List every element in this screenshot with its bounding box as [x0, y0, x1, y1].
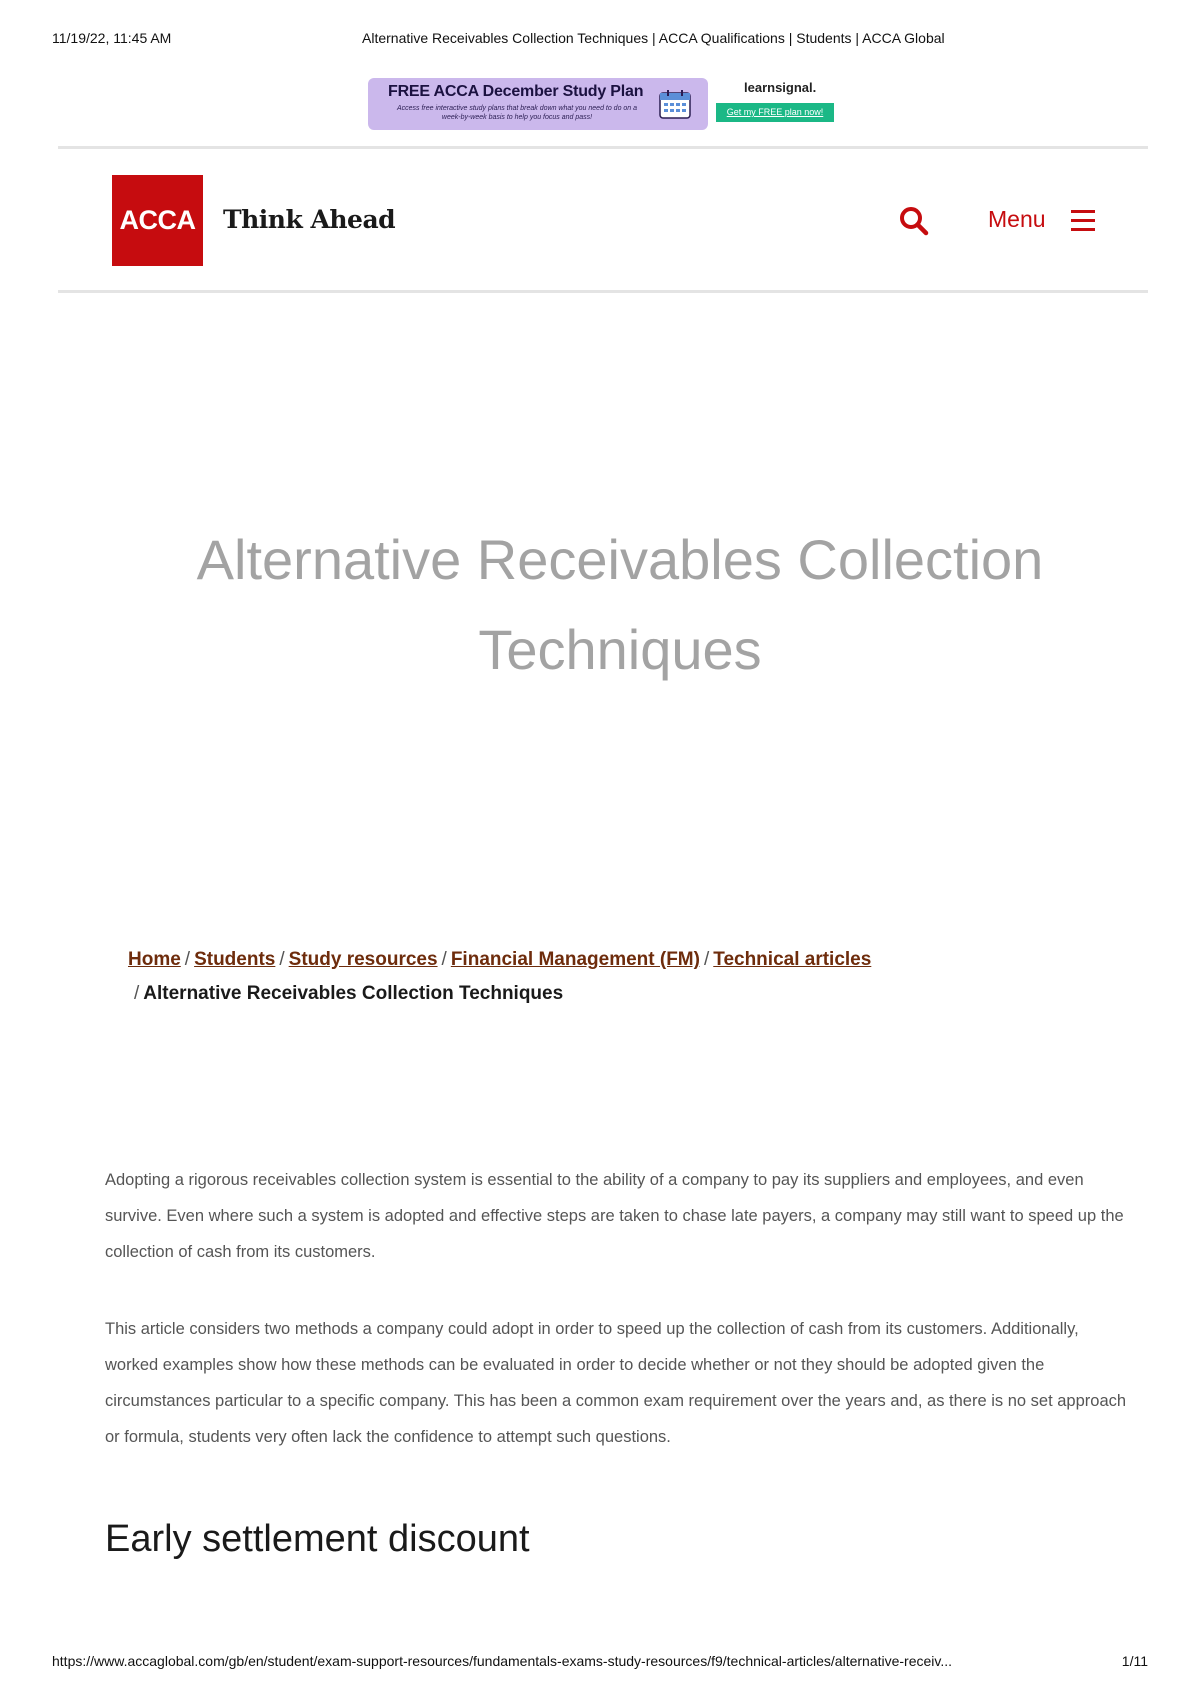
breadcrumb-separator: / — [279, 949, 285, 970]
ad-cta-button[interactable]: Get my FREE plan now! — [716, 103, 834, 122]
menu-button[interactable]: Menu — [988, 206, 1046, 232]
breadcrumb-study-resources[interactable]: Study resources — [288, 949, 438, 970]
hamburger-icon[interactable] — [1071, 210, 1095, 232]
ad-brand: learnsignal. — [744, 80, 817, 95]
print-header — [52, 30, 1148, 48]
breadcrumb — [128, 943, 1028, 1011]
ad-panel[interactable] — [368, 78, 708, 130]
calendar-icon — [658, 88, 692, 120]
header-bottom-divider — [58, 290, 1148, 293]
print-page-number: 1/11 — [1121, 1653, 1148, 1669]
page-title: Alternative Receivables Collection Techniques — [196, 528, 1044, 681]
section-heading: Early settlement discount — [105, 1518, 530, 1560]
breadcrumb-current: Alternative Receivables Collection Techniques — [143, 983, 564, 1004]
breadcrumb-separator: / — [184, 949, 191, 970]
breadcrumb-technical-articles[interactable]: Technical articles — [713, 949, 872, 970]
breadcrumb-students[interactable]: Students — [194, 949, 276, 970]
print-footer — [52, 1653, 1148, 1671]
ad-subtitle: Access free interactive study plans that break down what you need to do on a week-by-week basis to help you focus and pass! — [396, 105, 638, 121]
print-page-title: Alternative Receivables Collection Techniques | ACCA Qualifications | Students | ACCA Global — [362, 30, 945, 46]
ad-title: FREE ACCA December Study Plan — [388, 83, 644, 100]
article-paragraph-2: This article considers two methods a company could adopt in order to speed up the collection of cash from its customers. Additionally, worked examples show how these methods can be evaluated in order to decide whether or not they should be adopted given the circumstances particular to a specific company. This has been a common exam requirement over the years and, as there is no set approach or formula, students very often lack the confidence to attempt such questions. — [105, 1320, 1127, 1446]
breadcrumb-separator: / — [134, 983, 140, 1004]
tagline: Think Ahead — [223, 205, 396, 234]
breadcrumb-separator: / — [703, 949, 710, 970]
ad-banner[interactable] — [368, 76, 836, 132]
breadcrumb-home[interactable]: Home — [128, 949, 181, 970]
breadcrumb-separator: / — [441, 949, 447, 970]
breadcrumb-financial-management[interactable]: Financial Management (FM) — [450, 949, 700, 970]
search-icon[interactable] — [899, 206, 929, 236]
header-top-divider — [58, 146, 1148, 149]
print-timestamp: 11/19/22, 11:45 AM — [52, 30, 172, 46]
hamburger-bar — [1071, 219, 1095, 222]
hamburger-bar — [1071, 228, 1095, 231]
article-paragraph-1: Adopting a rigorous receivables collection system is essential to the ability of a company to pay its suppliers and employees, and even survive. Even where such a system is adopted and effective steps are taken to chase late payers, a company may still want to speed up the collection of cash from its customers. — [105, 1171, 1124, 1261]
breadcrumb-current-line — [128, 977, 1028, 1011]
print-url: https://www.accaglobal.com/gb/en/student/exam-support-resources/fundamentals-exams-study-resources/f9/technical-articles/alternative-receiv... — [52, 1653, 953, 1669]
acca-logo[interactable]: ACCA — [112, 175, 203, 266]
hamburger-bar — [1071, 210, 1095, 213]
